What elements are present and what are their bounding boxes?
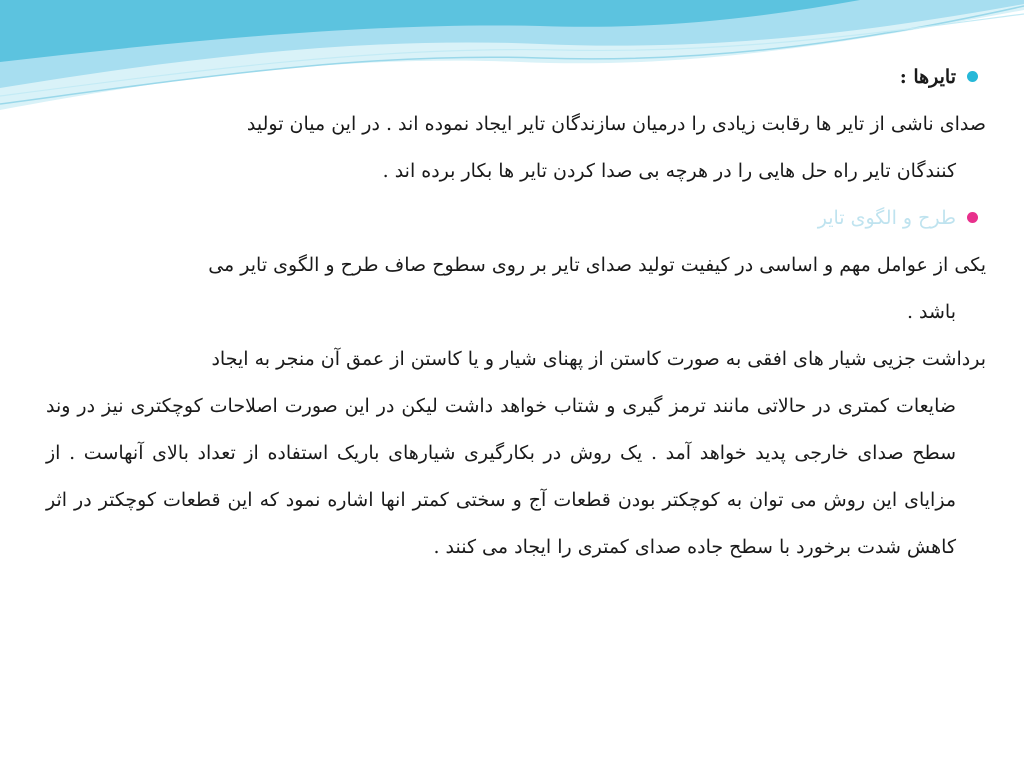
heading-tires: تایرها : xyxy=(899,66,956,88)
paragraph-rest: ضایعات کمتری در حالاتی مانند ترمز گیری و شتاب خواهد داشت لیکن در این صورت اصلاحات کوچکتری نیز در وند سطح صدای خارجی پدید خواهد آمد . یک روش در بکارگیری شیارهای باریک استفاده از تعداد بالای آنهاست . از مزایای این روش می توان به کوچکتر بودن قطعات آج و سختی کمتر انها اشاره نمود که این قطعات کوچکتر در اثر کاهش شدت برخورد با سطح جاده صدای کمتری را ایجاد می کنند . xyxy=(46,395,956,558)
paragraph-tread-importance xyxy=(46,242,986,336)
slide-body xyxy=(46,54,986,571)
paragraph-rest: کنندگان تایر راه حل هایی را در هرچه بی صدا کردن تایر ها بکار برده اند . xyxy=(382,160,956,182)
paragraph-first-line: یکی از عوامل مهم و اساسی در کیفیت تولید صدای تایر بر روی سطوح صاف طرح و الگوی تایر می xyxy=(208,254,986,276)
cyan-bullet-icon xyxy=(967,71,978,82)
section-heading-tread-pattern xyxy=(46,195,986,242)
paragraph-tires-noise xyxy=(46,101,986,195)
paragraph-groove-removal xyxy=(46,336,986,571)
heading-tread-pattern: طرح و الگوی تایر xyxy=(817,207,956,229)
paragraph-rest: باشد . xyxy=(906,301,956,323)
paragraph-first-line: برداشت جزیی شیار های افقی به صورت کاستن از پهنای شیار و یا کاستن از عمق آن منجر به ایجاد xyxy=(211,348,986,370)
section-heading-tires xyxy=(46,54,986,101)
paragraph-first-line: صدای ناشی از تایر ها رقابت زیادی را درمیان سازندگان تایر ایجاد نموده اند . در این میان تولید xyxy=(246,113,986,135)
pink-bullet-icon xyxy=(967,212,978,223)
